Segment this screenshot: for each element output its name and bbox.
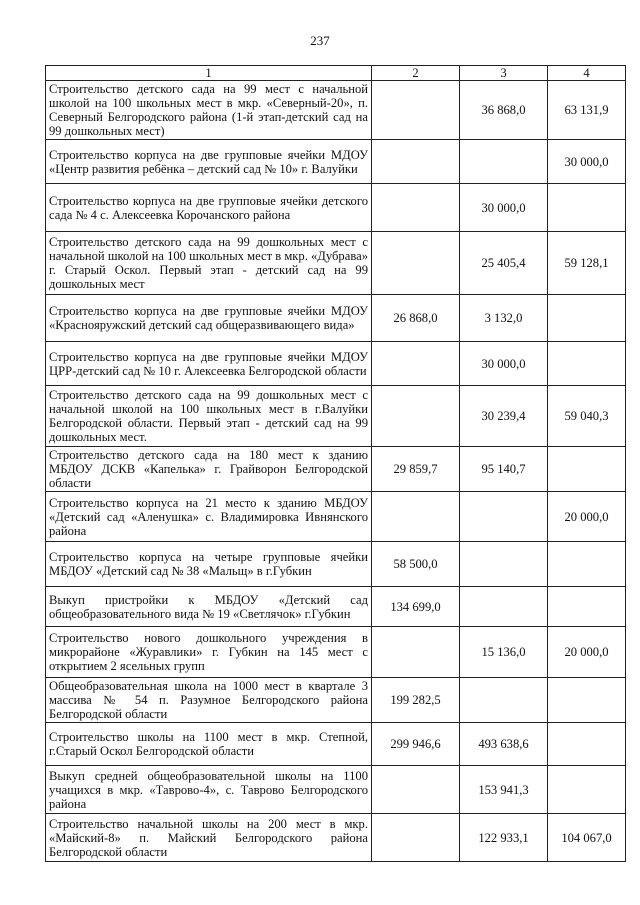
cell-col3: 3 132,0	[460, 295, 548, 342]
row-description: Выкуп средней общеобразовательной школы на 1100 учащихся в мкр. «Таврово-4», с. Таврово Белгородского района	[46, 766, 372, 814]
cell-col2: 58 500,0	[372, 542, 460, 587]
cell-col2	[372, 140, 460, 184]
cell-col2	[372, 386, 460, 447]
cell-col4	[548, 184, 626, 232]
column-header-3: 3	[460, 66, 548, 81]
column-header-4: 4	[548, 66, 626, 81]
row-description: Строительство школы на 1100 мест в мкр. Степной, г.Старый Оскол Белгородской области	[46, 723, 372, 766]
cell-col3: 36 868,0	[460, 81, 548, 140]
cell-col4	[548, 766, 626, 814]
cell-col4	[548, 723, 626, 766]
cell-col3: 122 933,1	[460, 814, 548, 862]
row-description: Строительство корпуса на две групповые ячейки МДОУ ЦРР-детский сад № 10 г. Алексеевка Белгородской области	[46, 342, 372, 386]
cell-col3: 30 000,0	[460, 342, 548, 386]
row-description: Строительство нового дошкольного учреждения в микрорайоне «Журавлики» г. Губкин на 145 мест с открытием 2 ясельных групп	[46, 627, 372, 678]
table-row	[46, 447, 626, 492]
cell-col3	[460, 678, 548, 723]
row-description: Строительство корпуса на две групповые ячейки МДОУ «Центр развития ребёнка – детский сад № 10» г. Валуйки	[46, 140, 372, 184]
table-row	[46, 723, 626, 766]
table-row	[46, 295, 626, 342]
row-description: Строительство детского сада на 99 мест с начальной школой на 100 школьных мест в мкр. «Северный-20», п. Северный Белгородского района (1-й этап-детский сад на 99 дошкольных мест)	[46, 81, 372, 140]
cell-col2: 29 859,7	[372, 447, 460, 492]
cell-col2	[372, 492, 460, 542]
table-row	[46, 140, 626, 184]
cell-col2	[372, 81, 460, 140]
cell-col3: 30 000,0	[460, 184, 548, 232]
row-description: Строительство корпуса на две групповые ячейки МДОУ «Краснояружский детский сад общеразвивающего вида»	[46, 295, 372, 342]
cell-col2	[372, 342, 460, 386]
cell-col4: 59 128,1	[548, 232, 626, 295]
row-description: Строительство корпуса на 21 место к зданию МБДОУ «Детский сад «Аленушка» с. Владимировка Ивнянского района	[46, 492, 372, 542]
table-row	[46, 81, 626, 140]
cell-col4	[548, 678, 626, 723]
cell-col4: 59 040,3	[548, 386, 626, 447]
cell-col4	[548, 587, 626, 627]
cell-col4: 20 000,0	[548, 492, 626, 542]
cell-col2: 199 282,5	[372, 678, 460, 723]
table-row	[46, 587, 626, 627]
row-description: Строительство детского сада на 180 мест к зданию МБДОУ ДСКВ «Капелька» г. Грайворон Белгородской области	[46, 447, 372, 492]
row-description: Строительство детского сада на 99 дошкольных мест с начальной школой на 100 школьных мест в г.Валуйки Белгородской области. Первый этап - детский сад на 99 дошкольных мест.	[46, 386, 372, 447]
table-row	[46, 386, 626, 447]
table-row	[46, 232, 626, 295]
cell-col4: 104 067,0	[548, 814, 626, 862]
cell-col3	[460, 140, 548, 184]
table-row	[46, 814, 626, 862]
cell-col2	[372, 766, 460, 814]
cell-col3: 30 239,4	[460, 386, 548, 447]
table-row	[46, 627, 626, 678]
cell-col4	[548, 342, 626, 386]
cell-col3	[460, 587, 548, 627]
cell-col4: 30 000,0	[548, 140, 626, 184]
table-header-row	[46, 66, 626, 81]
cell-col2	[372, 232, 460, 295]
table-row	[46, 678, 626, 723]
table-row	[46, 766, 626, 814]
cell-col4: 63 131,9	[548, 81, 626, 140]
cell-col2: 134 699,0	[372, 587, 460, 627]
table-row	[46, 184, 626, 232]
cell-col2	[372, 627, 460, 678]
column-header-2: 2	[372, 66, 460, 81]
cell-col3: 493 638,6	[460, 723, 548, 766]
row-description: Строительство корпуса на четыре групповые ячейки МБДОУ «Детский сад № 38 «Мальщ» в г.Губкин	[46, 542, 372, 587]
page-number: 237	[310, 33, 330, 48]
cell-col3	[460, 542, 548, 587]
cell-col4: 20 000,0	[548, 627, 626, 678]
column-header-1: 1	[46, 66, 372, 81]
row-description: Строительство корпуса на две групповые ячейки детского сада № 4 с. Алексеевка Корочанского района	[46, 184, 372, 232]
cell-col3: 25 405,4	[460, 232, 548, 295]
row-description: Строительство детского сада на 99 дошкольных мест с начальной школой на 100 школьных мест в мкр. «Дубрава» г. Старый Оскол. Первый этап - детский сад на 99 дошкольных мест	[46, 232, 372, 295]
cell-col4	[548, 447, 626, 492]
cell-col2: 26 868,0	[372, 295, 460, 342]
cell-col4	[548, 295, 626, 342]
budget-table	[45, 65, 626, 862]
cell-col3: 15 136,0	[460, 627, 548, 678]
table-row	[46, 542, 626, 587]
row-description: Выкуп пристройки к МБДОУ «Детский сад общеобразовательного вида № 19 «Светлячок» г.Губкин	[46, 587, 372, 627]
cell-col2: 299 946,6	[372, 723, 460, 766]
row-description: Строительство начальной школы на 200 мест в мкр. «Майский-8» п. Майский Белгородского района Белгородской области	[46, 814, 372, 862]
cell-col3	[460, 492, 548, 542]
cell-col3: 95 140,7	[460, 447, 548, 492]
table-row	[46, 492, 626, 542]
row-description: Общеобразовательная школа на 1000 мест в квартале 3 массива № 54 п. Разумное Белгородского района Белгородской области	[46, 678, 372, 723]
cell-col2	[372, 814, 460, 862]
cell-col2	[372, 184, 460, 232]
table-row	[46, 342, 626, 386]
cell-col3: 153 941,3	[460, 766, 548, 814]
cell-col4	[548, 542, 626, 587]
